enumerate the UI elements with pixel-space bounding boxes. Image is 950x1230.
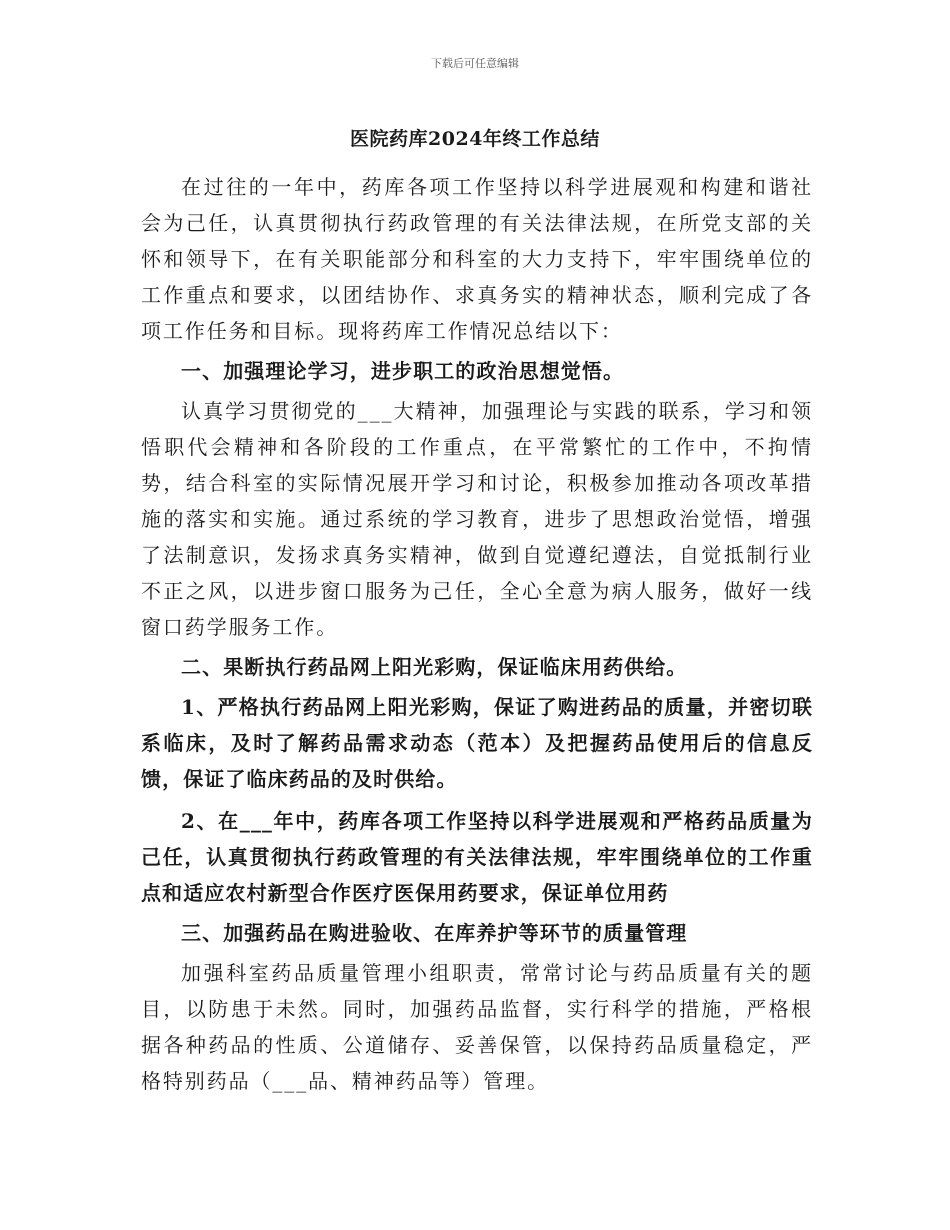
header-note: 下载后可任意编辑 [431, 57, 519, 70]
section-heading-1: 一、加强理论学习，进步职工的政治思想觉悟。 [181, 359, 625, 383]
section-2-item-1: 1、严格执行药品网上阳光彩购，保证了购进药品的质量，并密切联系临床，及时了解药品需求动态（范本）及把握药品使用后的信息反馈，保证了临床药品的及时供给。 [141, 695, 813, 791]
section-1-paragraph: 认真学习贯彻党的___大精神，加强理论与实践的联系，学习和领悟职代会精神和各阶段的工作重点，在平常繁忙的工作中，不拘情势，结合科室的实际情况展开学习和讨论，积极参加推动各项改革措施的落实和实施。通过系统的学习教育，进步了思想政治觉悟，增强了法制意识，发扬求真务实精神，做到自觉遵纪遵法，自觉抵制行业不正之风，以进步窗口服务为己任，全心全意为病人服务，做好一线窗口药学服务工作。 [141, 399, 813, 639]
intro-paragraph: 在过往的一年中，药库各项工作坚持以科学进展观和构建和谐社会为己任，认真贯彻执行药政管理的有关法律法规，在所党支部的关怀和领导下，在有关职能部分和科室的大力支持下，牢牢围绕单位的工作重点和要求，以团结协作、求真务实的精神状态，顺利完成了各项工作任务和目标。现将药库工作情况总结以下： [141, 175, 813, 343]
section-3-paragraph: 加强科室药品质量管理小组职责，常常讨论与药品质量有关的题目，以防患于未然。同时，加强药品监督，实行科学的措施，严格根据各种药品的性质、公道储存、妥善保管，以保持药品质量稳定，严格特别药品（___品、精神药品等）管理。 [141, 961, 813, 1093]
section-heading-2: 二、果断执行药品网上阳光彩购，保证临床用药供给。 [181, 655, 688, 679]
document-title: 医院药库2024年终工作总结 [350, 128, 600, 150]
document-body [141, 169, 813, 1099]
section-heading-3: 三、加强药品在购进验收、在库养护等环节的质量管理 [181, 921, 688, 945]
section-2-item-2: 2、在___年中，药库各项工作坚持以科学进展观和严格药品质量为己任，认真贯彻执行药政管理的有关法律法规，牢牢围绕单位的工作重点和适应农村新型合作医疗医保用药要求，保证单位用药 [141, 809, 813, 905]
